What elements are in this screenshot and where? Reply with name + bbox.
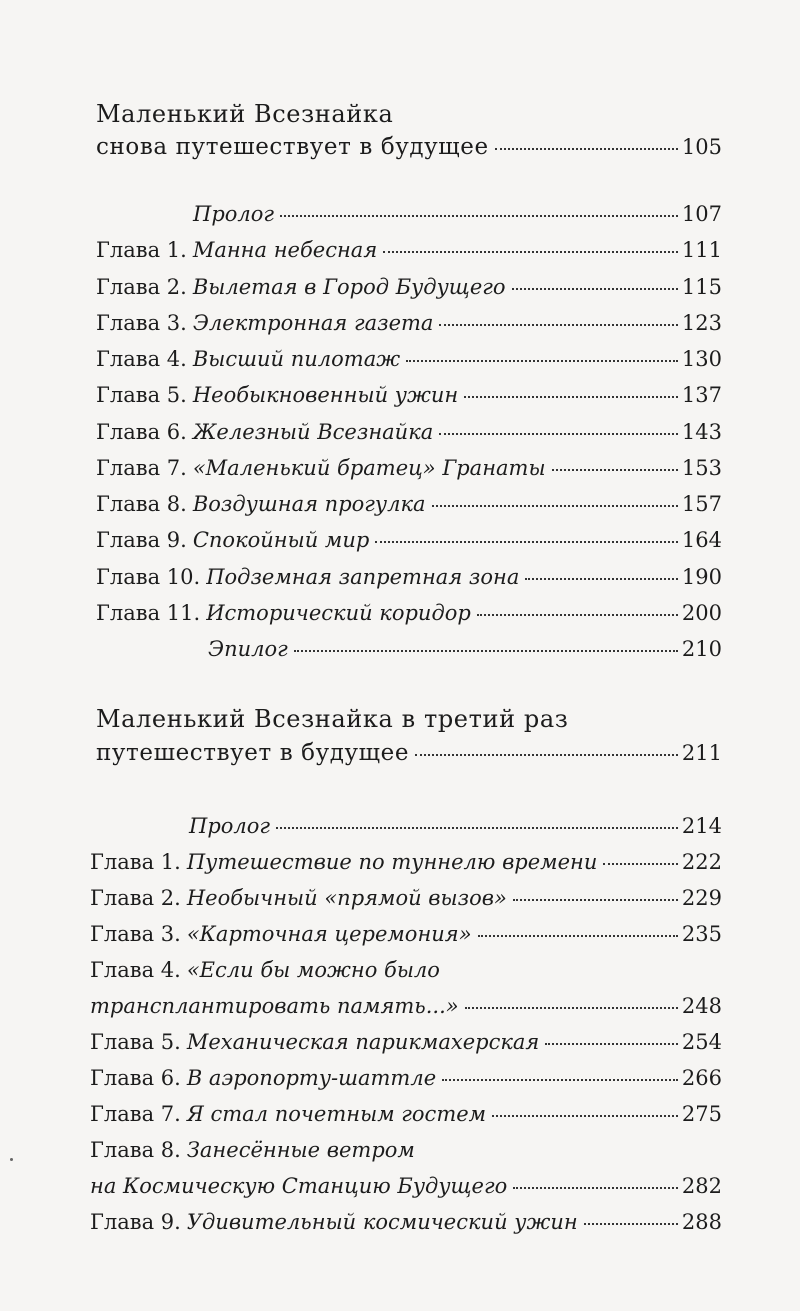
section-1-title-line-2: снова путешествует в будущее bbox=[96, 134, 489, 160]
entry-page-number: 288 bbox=[681, 1210, 722, 1234]
dot-leader bbox=[492, 1115, 678, 1117]
entry-page-number: 190 bbox=[681, 565, 722, 589]
toc-entry-prologue bbox=[193, 202, 722, 234]
entry-title: Я стал почетным гостем bbox=[186, 1102, 487, 1126]
toc-entry-first-line bbox=[90, 1138, 415, 1170]
entry-page-number: 143 bbox=[681, 420, 722, 444]
entry-page-number: 111 bbox=[681, 238, 722, 262]
dot-leader bbox=[525, 578, 678, 580]
dot-leader bbox=[512, 288, 678, 290]
dot-leader bbox=[442, 1079, 678, 1081]
toc-entry-continuation bbox=[90, 994, 722, 1026]
entry-page-number: 275 bbox=[681, 1102, 722, 1126]
dot-leader bbox=[294, 650, 678, 652]
entry-page-number: 248 bbox=[681, 994, 722, 1018]
entry-page-number: 107 bbox=[681, 202, 722, 226]
entry-page-number: 210 bbox=[681, 637, 722, 661]
entry-page-number: 222 bbox=[681, 850, 722, 874]
entry-title: В аэропорту-шаттле bbox=[186, 1066, 437, 1090]
entry-title: Спокойный мир bbox=[192, 528, 370, 552]
chapter-number: Глава 2. bbox=[90, 886, 181, 910]
entry-page-number: 130 bbox=[681, 347, 722, 371]
toc-entry bbox=[90, 1066, 722, 1098]
toc-entry bbox=[96, 601, 722, 633]
chapter-number: Глава 9. bbox=[96, 528, 187, 552]
entry-title: Занесённые ветром bbox=[186, 1138, 415, 1162]
entry-page-number: 266 bbox=[681, 1066, 722, 1090]
entry-title: Электронная газета bbox=[192, 311, 434, 335]
entry-title: «Если бы можно было bbox=[186, 958, 440, 982]
chapter-number: Глава 10. bbox=[96, 565, 201, 589]
dot-leader bbox=[375, 541, 678, 543]
dot-leader bbox=[513, 899, 678, 901]
chapter-number: Глава 4. bbox=[90, 958, 181, 982]
toc-entry-continuation bbox=[90, 1174, 722, 1206]
dot-leader bbox=[465, 1007, 678, 1009]
dot-leader bbox=[584, 1223, 678, 1225]
dot-leader bbox=[415, 754, 678, 756]
chapter-number: Глава 2. bbox=[96, 275, 187, 299]
chapter-number: Глава 9. bbox=[90, 1210, 181, 1234]
entry-page-number: 229 bbox=[681, 886, 722, 910]
toc-entry bbox=[96, 238, 722, 270]
toc-entry bbox=[96, 347, 722, 379]
entry-title: Железный Всезнайка bbox=[192, 420, 434, 444]
chapter-number: Глава 8. bbox=[96, 492, 187, 516]
toc-entry-epilogue bbox=[208, 637, 722, 669]
chapter-number: Глава 3. bbox=[90, 922, 181, 946]
entry-page-number: 115 bbox=[681, 275, 722, 299]
entry-page-number: 282 bbox=[681, 1174, 722, 1198]
entry-title: Воздушная прогулка bbox=[192, 492, 426, 516]
chapter-number: Глава 6. bbox=[90, 1066, 181, 1090]
entry-title: Вылетая в Город Будущего bbox=[192, 275, 506, 299]
section-1-title-row bbox=[96, 134, 722, 166]
section-2-title-row bbox=[96, 740, 722, 772]
toc-entry bbox=[90, 1102, 722, 1134]
chapter-number: Глава 7. bbox=[90, 1102, 181, 1126]
toc-entry bbox=[96, 311, 722, 343]
dot-leader bbox=[276, 827, 678, 829]
entry-title: Удивительный космический ужин bbox=[186, 1210, 578, 1234]
toc-entry bbox=[96, 456, 722, 488]
chapter-number: Глава 11. bbox=[96, 601, 201, 625]
chapter-number: Глава 1. bbox=[96, 238, 187, 262]
entry-page-number: 157 bbox=[681, 492, 722, 516]
dot-leader bbox=[513, 1187, 678, 1189]
toc-entry bbox=[96, 565, 722, 597]
entry-title: Пролог bbox=[189, 814, 271, 838]
chapter-number: Глава 3. bbox=[96, 311, 187, 335]
toc-entry bbox=[96, 492, 722, 524]
entry-page-number: 153 bbox=[681, 456, 722, 480]
chapter-number: Глава 5. bbox=[96, 383, 187, 407]
dot-leader bbox=[439, 433, 678, 435]
entry-title-continuation: на Космическую Станцию Будущего bbox=[90, 1174, 508, 1198]
paper-speck bbox=[10, 1158, 13, 1161]
toc-entry bbox=[96, 275, 722, 307]
dot-leader bbox=[406, 360, 678, 362]
section-2-title-line-1: Маленький Всезнайка в третий раз bbox=[96, 705, 569, 733]
entry-title: «Карточная церемония» bbox=[186, 922, 472, 946]
dot-leader bbox=[478, 935, 678, 937]
chapter-number: Глава 1. bbox=[90, 850, 181, 874]
entry-page-number: 235 bbox=[681, 922, 722, 946]
toc-entry-first-line bbox=[90, 958, 440, 990]
toc-entry bbox=[90, 1030, 722, 1062]
entry-title: Исторический коридор bbox=[206, 601, 471, 625]
dot-leader bbox=[545, 1043, 678, 1045]
dot-leader bbox=[603, 863, 678, 865]
entry-page-number: 137 bbox=[681, 383, 722, 407]
entry-title: Подземная запретная зона bbox=[206, 565, 520, 589]
dot-leader bbox=[432, 505, 678, 507]
dot-leader bbox=[495, 148, 678, 150]
entry-title: Путешествие по туннелю времени bbox=[186, 850, 598, 874]
toc-entry-prologue bbox=[189, 814, 722, 846]
entry-title: Необычный «прямой вызов» bbox=[186, 886, 507, 910]
entry-title: Механическая парикмахерская bbox=[186, 1030, 540, 1054]
chapter-number: Глава 7. bbox=[96, 456, 187, 480]
entry-page-number: 123 bbox=[681, 311, 722, 335]
toc-entry bbox=[90, 922, 722, 954]
chapter-number: Глава 4. bbox=[96, 347, 187, 371]
entry-page-number: 254 bbox=[681, 1030, 722, 1054]
entry-page-number: 200 bbox=[681, 601, 722, 625]
entry-title: Высший пилотаж bbox=[192, 347, 401, 371]
toc-entry bbox=[90, 850, 722, 882]
section-2-page-number: 211 bbox=[681, 741, 722, 765]
chapter-number: Глава 5. bbox=[90, 1030, 181, 1054]
entry-title: Эпилог bbox=[208, 637, 288, 661]
toc-entry bbox=[90, 1210, 722, 1242]
entry-page-number: 164 bbox=[681, 528, 722, 552]
section-1-page-number: 105 bbox=[681, 135, 722, 159]
toc-entry bbox=[96, 383, 722, 415]
toc-entry bbox=[90, 886, 722, 918]
entry-title: Пролог bbox=[193, 202, 275, 226]
entry-title: Манна небесная bbox=[192, 238, 378, 262]
chapter-number: Глава 8. bbox=[90, 1138, 181, 1162]
entry-title: Необыкновенный ужин bbox=[192, 383, 459, 407]
dot-leader bbox=[477, 614, 678, 616]
toc-entry bbox=[96, 420, 722, 452]
section-1-title-line-1: Маленький Всезнайка bbox=[96, 100, 394, 128]
dot-leader bbox=[464, 396, 678, 398]
section-2-title-line-2: путешествует в будущее bbox=[96, 740, 410, 766]
chapter-number: Глава 6. bbox=[96, 420, 187, 444]
dot-leader bbox=[383, 251, 678, 253]
toc-entry bbox=[96, 528, 722, 560]
entry-page-number: 214 bbox=[681, 814, 722, 838]
entry-title-continuation: трансплантировать память...» bbox=[90, 994, 459, 1018]
dot-leader bbox=[439, 324, 677, 326]
entry-title: «Маленький братец» Гранаты bbox=[192, 456, 546, 480]
dot-leader bbox=[552, 469, 678, 471]
dot-leader bbox=[280, 215, 678, 217]
